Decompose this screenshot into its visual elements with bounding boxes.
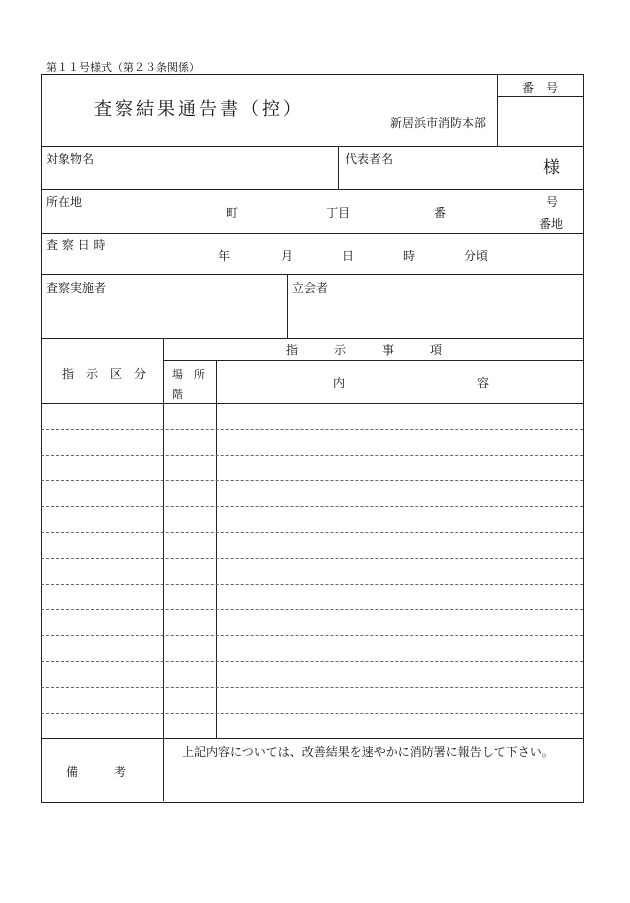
representative-field[interactable] [339, 168, 534, 188]
row-divider [41, 584, 583, 585]
ban-label: 番 [434, 206, 447, 220]
representative-label: 代表者名 [345, 152, 394, 166]
row-divider [41, 506, 583, 507]
row-divider [41, 429, 583, 430]
table-row[interactable] [42, 430, 582, 454]
place-header: 場 所 [172, 368, 205, 381]
divider [41, 146, 583, 147]
witness-field[interactable] [288, 298, 581, 337]
month-label: 月 [281, 249, 294, 263]
honorific-label: 様 [543, 158, 560, 178]
table-row[interactable] [42, 404, 582, 428]
divider [41, 338, 583, 339]
target-name-field[interactable] [42, 168, 337, 188]
banchi-label: 番地 [539, 217, 564, 231]
row-divider [41, 609, 583, 610]
row-divider [41, 480, 583, 481]
target-name-label: 対象物名 [46, 152, 95, 166]
table-row[interactable] [42, 662, 582, 686]
row-divider [41, 635, 583, 636]
number-field[interactable] [498, 97, 581, 145]
table-row[interactable] [42, 507, 582, 531]
table-row[interactable] [42, 636, 582, 660]
instruction-category-header: 指 示 区 分 [62, 367, 147, 381]
location-field[interactable] [90, 191, 530, 231]
row-divider [41, 661, 583, 662]
row-divider [41, 558, 583, 559]
content-header: 内 容 [333, 376, 490, 390]
remarks-text: 上記内容については、改善結果を速やかに消防署に報告して下さい。 [182, 745, 554, 759]
hour-label: 時 [403, 249, 416, 263]
table-row[interactable] [42, 585, 582, 609]
instruction-items-header: 指 示 事 項 [286, 343, 443, 357]
page-title: 査察結果通告書（控） [94, 99, 304, 120]
row-divider [41, 532, 583, 533]
remarks-label: 備 考 [66, 765, 127, 779]
table-row[interactable] [42, 481, 582, 505]
witness-label: 立会者 [292, 281, 329, 295]
town-label: 町 [226, 206, 239, 220]
form-number: 第１１号様式（第２３条関係） [46, 61, 200, 74]
inspection-datetime-field[interactable] [130, 235, 530, 273]
table-row[interactable] [42, 610, 582, 634]
divider [41, 233, 583, 234]
table-row[interactable] [42, 559, 582, 583]
inspection-datetime-label: 査 察 日 時 [46, 238, 106, 252]
table-row[interactable] [42, 533, 582, 557]
divider [41, 189, 583, 190]
table-row[interactable] [42, 714, 582, 738]
floor-header: 階 [172, 388, 183, 401]
year-label: 年 [218, 249, 231, 263]
number-label: 番 号 [522, 81, 559, 95]
inspector-field[interactable] [42, 298, 286, 337]
go-label: 号 [546, 195, 559, 209]
location-label: 所在地 [46, 195, 83, 209]
agency-name: 新居浜市消防本部 [390, 116, 487, 130]
chome-label: 丁目 [326, 206, 351, 220]
day-label: 日 [342, 249, 355, 263]
table-row[interactable] [42, 688, 582, 712]
row-divider [41, 713, 583, 714]
inspector-label: 査察実施者 [46, 281, 107, 295]
row-divider [41, 687, 583, 688]
divider [41, 738, 583, 739]
row-divider [41, 455, 583, 456]
minute-label: 分頃 [464, 249, 489, 263]
divider [41, 274, 583, 275]
divider [163, 360, 583, 361]
table-row[interactable] [42, 456, 582, 480]
